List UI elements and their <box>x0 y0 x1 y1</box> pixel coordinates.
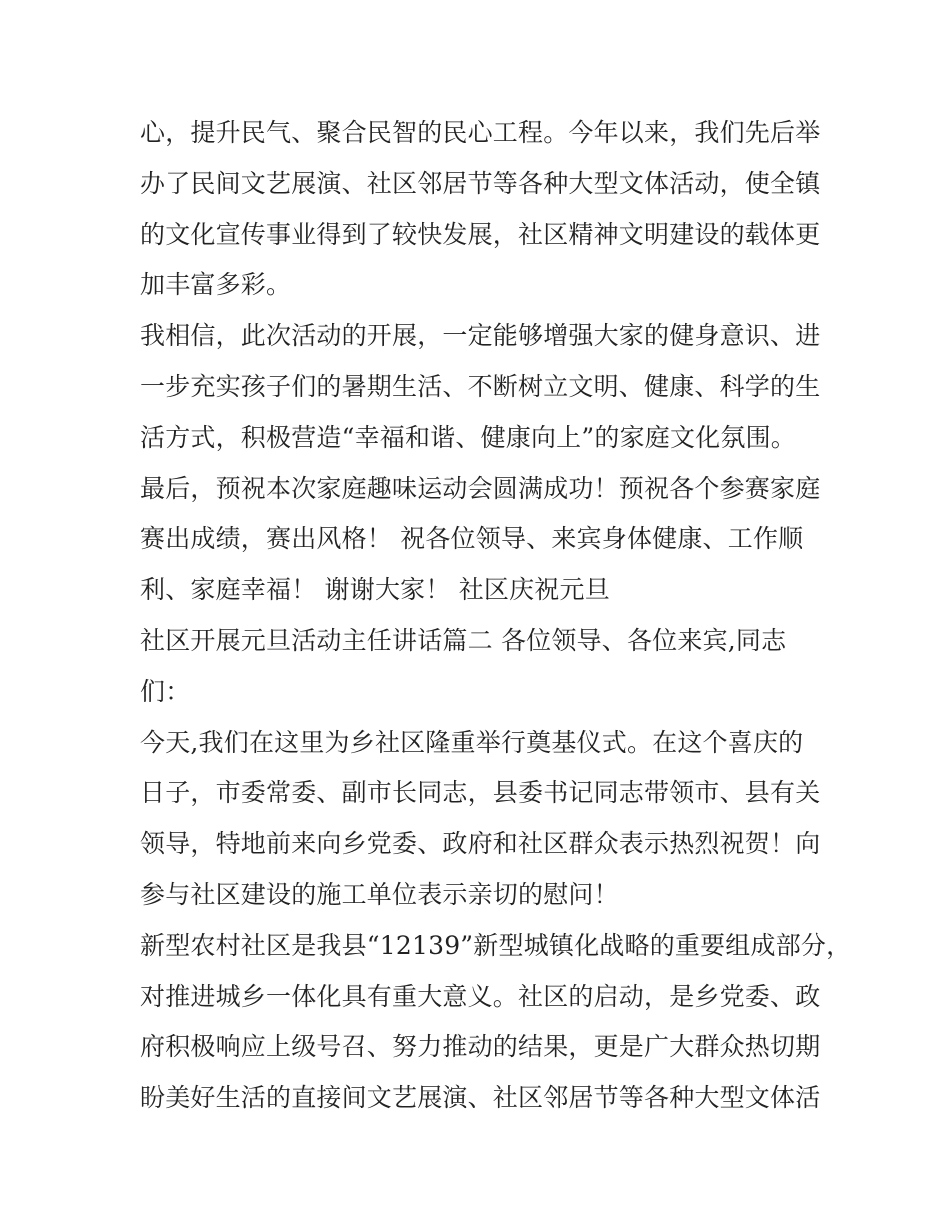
text-line: 活方式，积极营造“幸福和谐、健康向上”的家庭文化氛围。 <box>140 422 796 452</box>
text-line: 利、家庭幸福！ 谢谢大家！ 社区庆祝元旦 <box>140 575 610 605</box>
text-line: 对推进城乡一体化具有重大意义。社区的启动，是乡党委、政 <box>140 981 821 1011</box>
text-line: 日子，市委常委、副市长同志，县委书记同志带领市、县有关 <box>140 778 821 808</box>
text-line: 办了民间文艺展演、社区邻居节等各种大型文体活动，使全镇 <box>140 168 821 198</box>
text-line: 新型农村社区是我县“12139”新型城镇化战略的重要组成部分， <box>140 930 852 960</box>
text-line: 参与社区建设的施工单位表示亲切的慰问！ <box>140 879 619 909</box>
text-line: 我相信，此次活动的开展，一定能够增强大家的健身意识、进 <box>140 321 821 351</box>
text-line: 社区开展元旦活动主任讲话篇二 各位领导、各位来宾,同志 <box>140 625 787 655</box>
text-line: 加丰富多彩。 <box>140 270 292 300</box>
text-line: 心，提升民气、聚合民智的民心工程。今年以来，我们先后举 <box>140 118 821 147</box>
text-line: 盼美好生活的直接间文艺展演、社区邻居节等各种大型文体活 <box>140 1083 821 1113</box>
text-line: 赛出成绩，赛出风格！ 祝各位领导、来宾身体健康、工作顺 <box>140 524 804 554</box>
text-line: 领导，特地前来向乡党委、政府和社区群众表示热烈祝贺！向 <box>140 829 821 859</box>
text-line: 一步充实孩子们的暑期生活、不断树立文明、健康、科学的生 <box>140 371 821 401</box>
document-page <box>140 108 852 1124</box>
text-line: 们： <box>140 676 191 706</box>
text-line: 今天,我们在这里为乡社区隆重举行奠基仪式。在这个喜庆的 <box>140 727 804 757</box>
text-line: 府积极响应上级号召、努力推动的结果，更是广大群众热切期 <box>140 1032 821 1062</box>
text-line: 的文化宣传事业得到了较快发展，社区精神文明建设的载体更 <box>140 219 821 249</box>
text-line: 最后，预祝本次家庭趣味运动会圆满成功！预祝各个参赛家庭 <box>140 473 821 503</box>
